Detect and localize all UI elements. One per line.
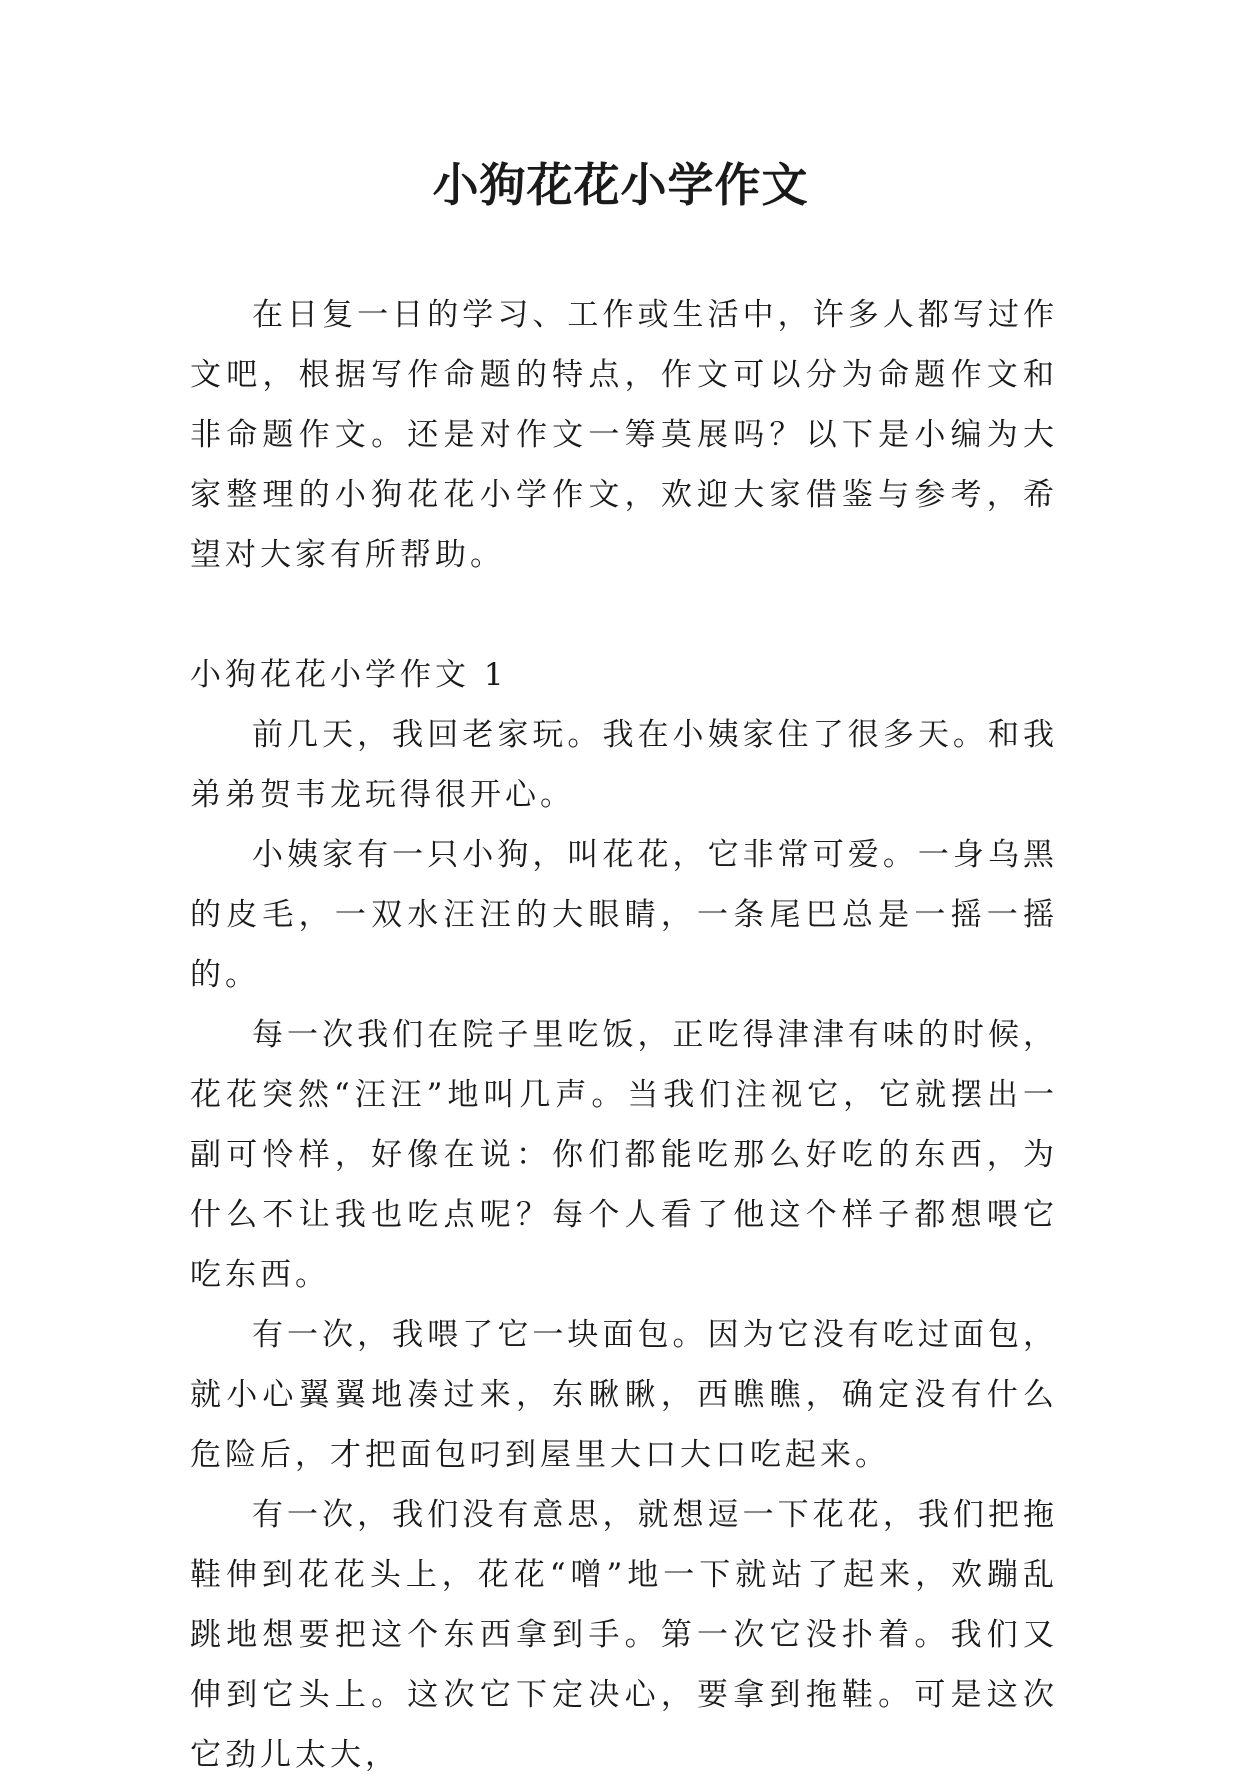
intro-paragraph: 在日复一日的学习、工作或生活中，许多人都写过作文吧，根据写作命题的特点，作文可以分为命题作文和非命题作文。还是对作文一筹莫展吗？以下是小编为大家整理的小狗花花小学作文，欢迎大家借鉴与参考，希望对大家有所帮助。 [190,297,1058,573]
document-title: 小狗花花小学作文 [432,158,809,212]
body-paragraph: 有一次，我喂了它一块面包。因为它没有吃过面包，就小心翼翼地凑过来，东瞅瞅，西瞧瞧，确定没有什么危险后，才把面包叼到屋里大口大口吃起来。 [190,1317,1058,1473]
section-heading: 小狗花花小学作文 1 [190,657,508,693]
body-paragraph: 有一次，我们没有意思，就想逗一下花花，我们把拖鞋伸到花花头上，花花“噌”地一下就站了起来，欢蹦乱跳地想要把这个东西拿到手。第一次它没扑着。我们又伸到它头上。这次它下定决心，要拿到拖鞋。可是这次它劲儿太大， [190,1497,1058,1773]
body-paragraph: 小姨家有一只小狗，叫花花，它非常可爱。一身乌黑的皮毛，一双水汪汪的大眼睛，一条尾巴总是一摇一摇的。 [190,837,1058,993]
document-body [190,285,1058,1785]
body-paragraph: 每一次我们在院子里吃饭，正吃得津津有味的时候，花花突然“汪汪”地叫几声。当我们注视它，它就摆出一副可怜样，好像在说：你们都能吃那么好吃的东西，为什么不让我也吃点呢？每个人看了他这个样子都想喂它吃东西。 [190,1017,1058,1293]
body-paragraph: 前几天，我回老家玩。我在小姨家住了很多天。和我弟弟贺韦龙玩得很开心。 [190,717,1058,813]
